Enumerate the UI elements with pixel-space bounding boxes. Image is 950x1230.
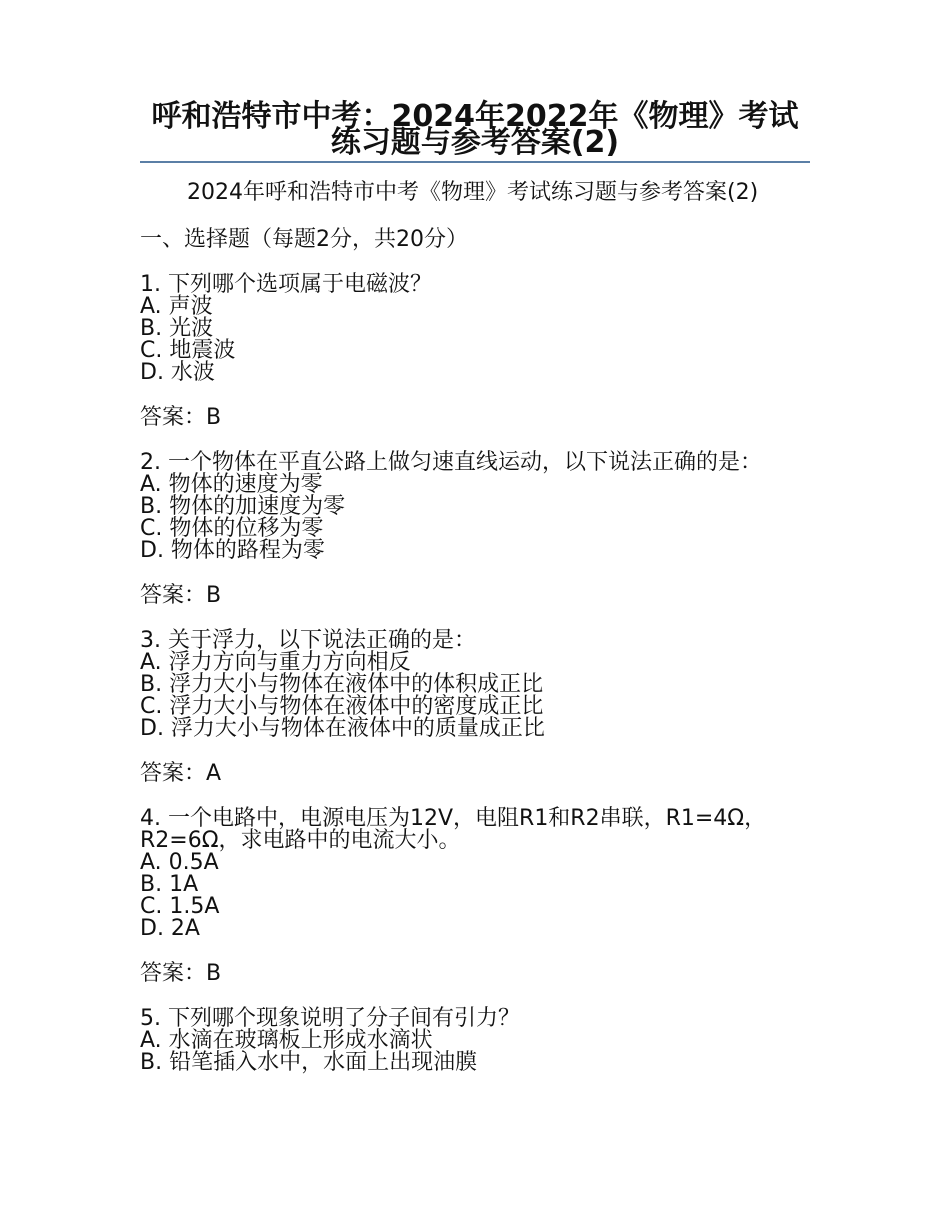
option-d: D. 水波 (140, 360, 215, 385)
answer: 答案：A (140, 761, 222, 786)
option-c: C. 浮力大小与物体在液体中的密度成正比 (140, 694, 544, 719)
question-2 (140, 452, 820, 608)
question-stem: 5. 下列哪个现象说明了分子间有引力？ (140, 1006, 520, 1031)
option-d: D. 浮力大小与物体在液体中的质量成正比 (140, 716, 545, 741)
title-divider (140, 161, 810, 163)
option-b: B. 1A (140, 872, 199, 897)
question-stem: 1. 下列哪个选项属于电磁波？ (140, 272, 432, 297)
option-a: A. 水滴在玻璃板上形成水滴状 (140, 1028, 433, 1053)
question-5 (140, 1008, 820, 1074)
option-b: B. 物体的加速度为零 (140, 494, 346, 519)
option-c: C. 物体的位移为零 (140, 516, 324, 541)
option-b: B. 浮力大小与物体在液体中的体积成正比 (140, 672, 544, 697)
option-a: A. 物体的速度为零 (140, 472, 323, 497)
answer: 答案：B (140, 405, 222, 430)
question-stem: 4. 一个电路中，电源电压为12V，电阻R1和R2串联，R1=4Ω，R2=6Ω，求电路中的电流大小。 (140, 806, 767, 853)
option-a: A. 浮力方向与重力方向相反 (140, 650, 411, 675)
answer: 答案：B (140, 583, 222, 608)
question-1 (140, 274, 820, 430)
document-title: 呼和浩特市中考：2024年2022年《物理》考试练习题与参考答案(2) (151, 99, 799, 160)
answer: 答案：B (140, 961, 222, 986)
option-d: D. 物体的路程为零 (140, 538, 325, 563)
question-4 (140, 808, 820, 986)
option-c: C. 地震波 (140, 338, 236, 363)
option-a: A. 0.5A (140, 850, 219, 875)
option-b: B. 铅笔插入水中，水面上出现油膜 (140, 1050, 478, 1075)
question-3 (140, 630, 820, 786)
option-b: B. 光波 (140, 316, 214, 341)
option-a: A. 声波 (140, 294, 213, 319)
question-stem: 2. 一个物体在平直公路上做匀速直线运动，以下说法正确的是： (140, 450, 762, 475)
section-heading: 一、选择题（每题2分，共20分） (140, 227, 468, 252)
document-body (140, 180, 820, 1074)
option-c: C. 1.5A (140, 894, 220, 919)
question-stem: 3. 关于浮力，以下说法正确的是： (140, 628, 476, 653)
option-d: D. 2A (140, 916, 200, 941)
document-subtitle: 2024年呼和浩特市中考《物理》考试练习题与参考答案(2) (187, 180, 759, 205)
